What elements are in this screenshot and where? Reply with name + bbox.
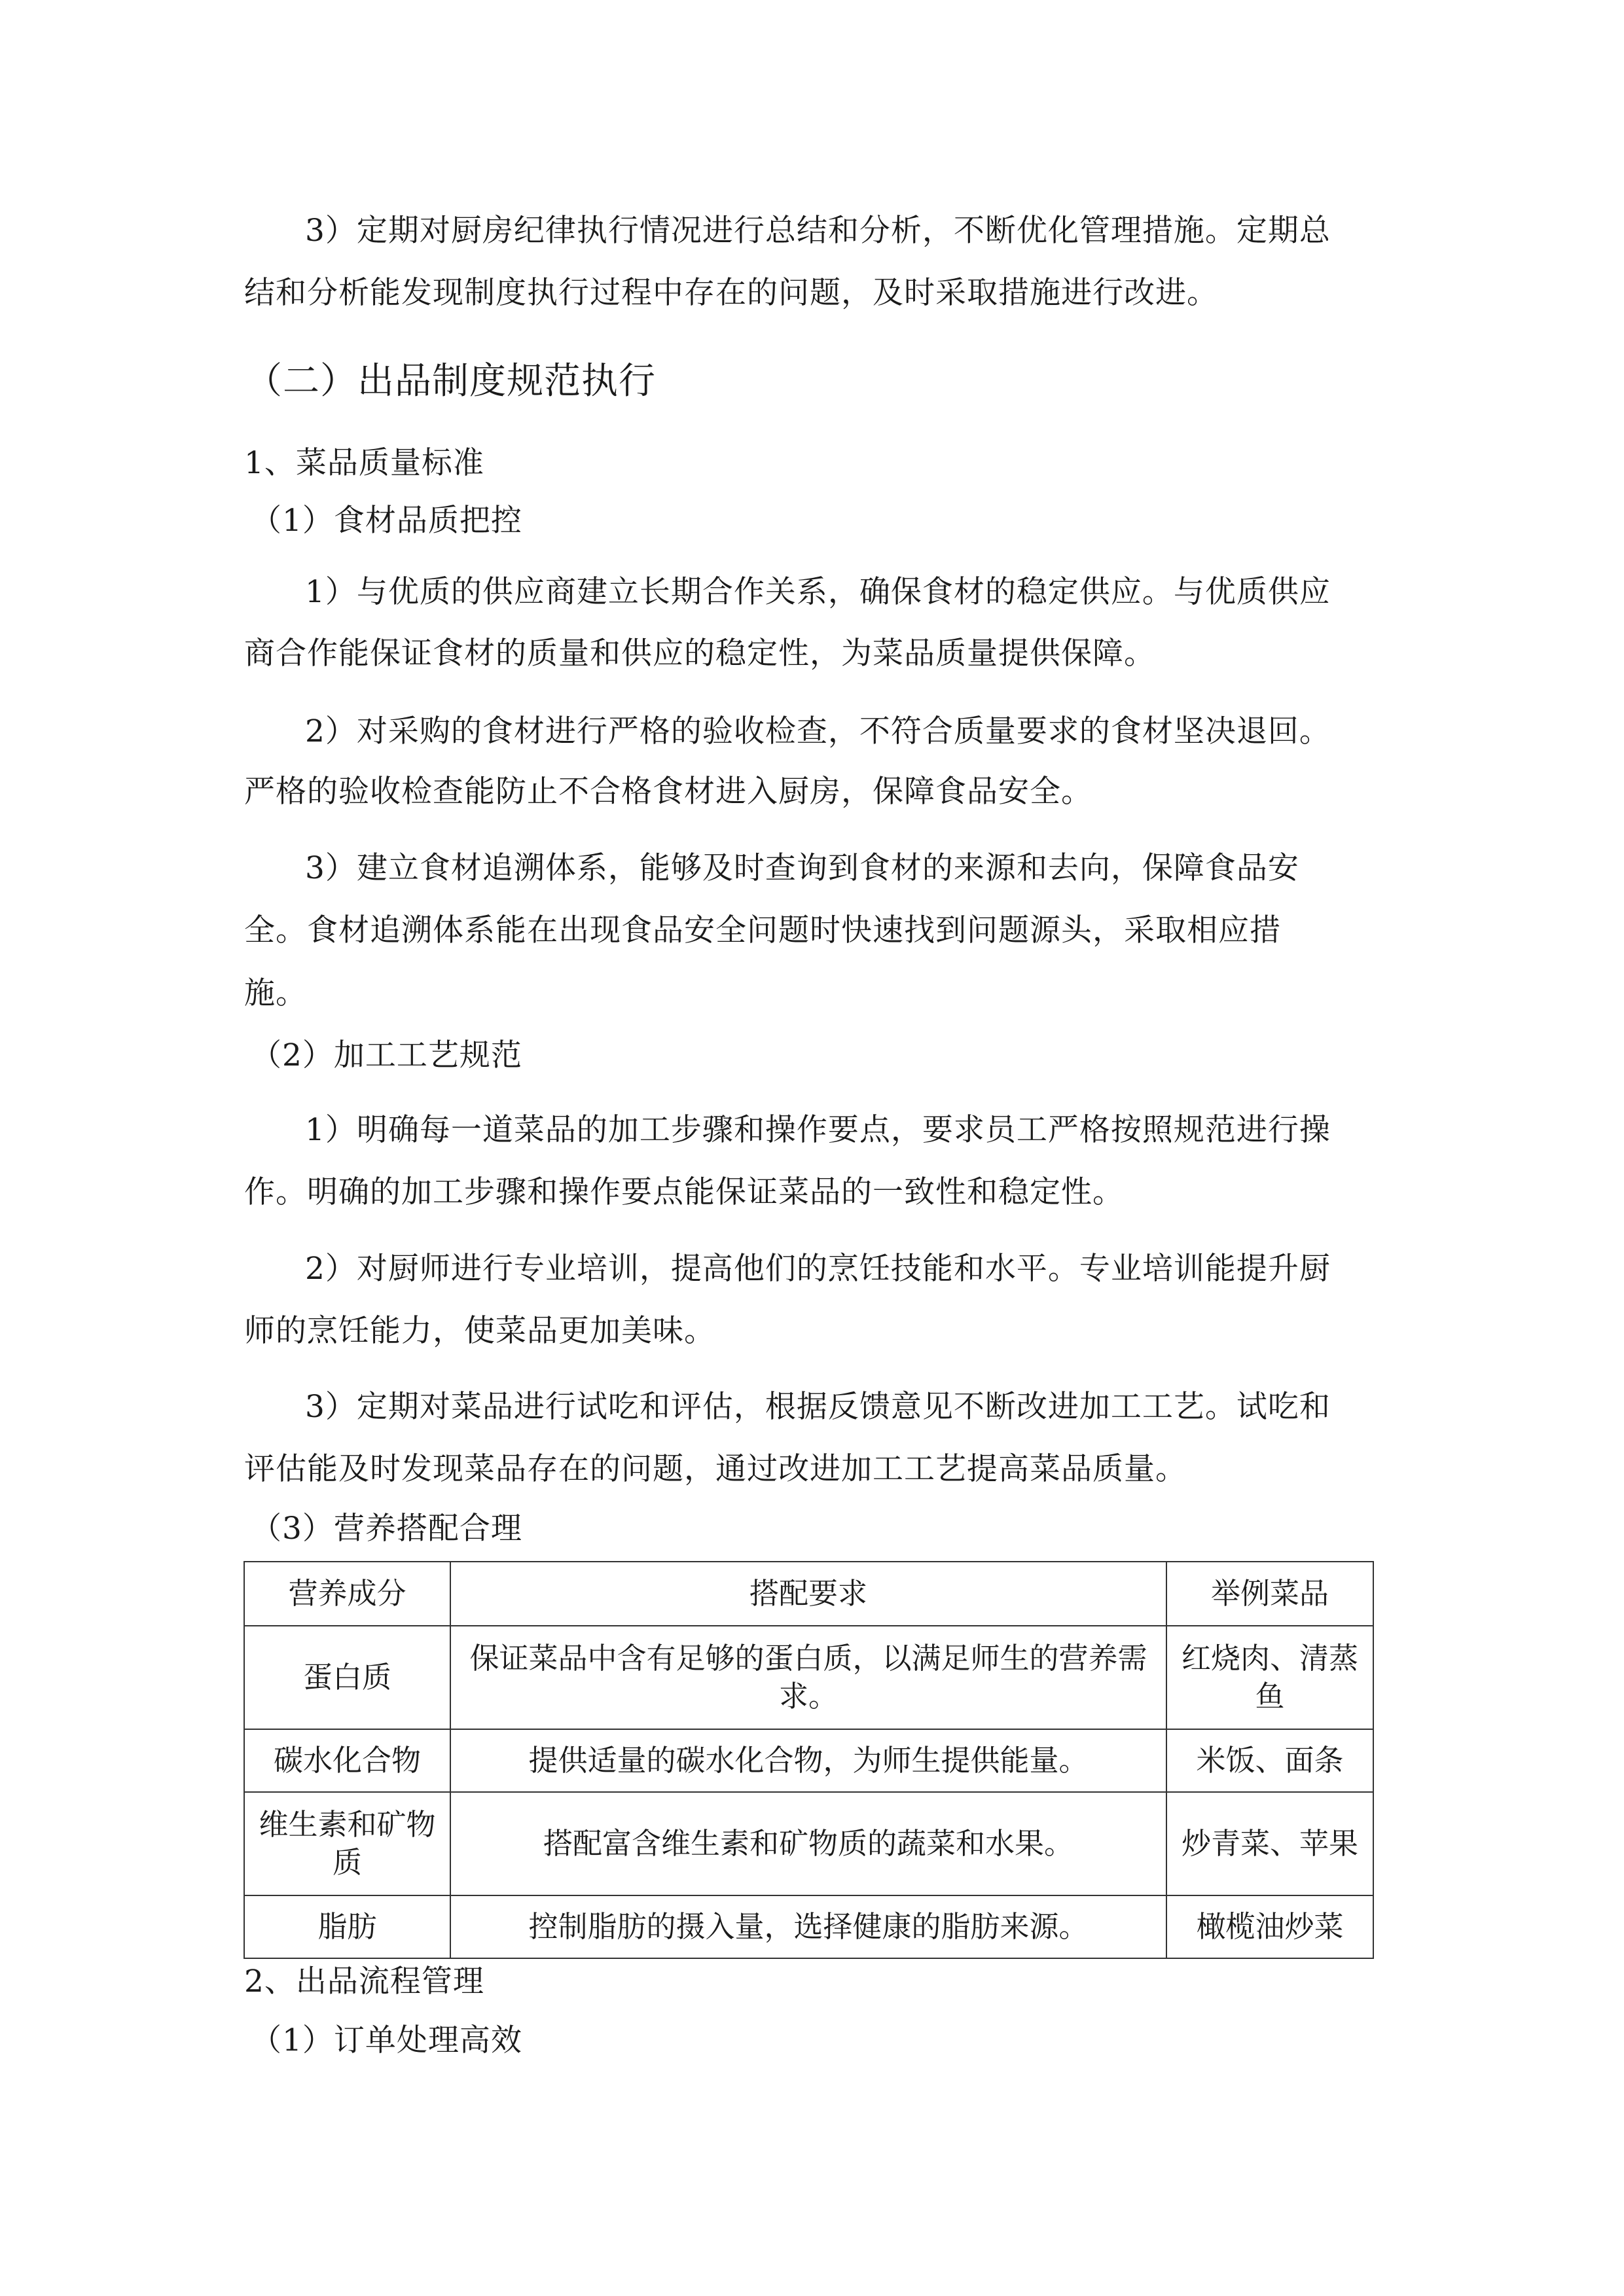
nutrition-table — [244, 1561, 1374, 1959]
paragraph-line: 商合作能保证食材的质量和供应的稳定性，为菜品质量提供保障。 — [244, 636, 1155, 672]
table-cell: 维生素和矿物质 — [244, 1792, 450, 1895]
paragraph-line: 2）对厨师进行专业培训，提高他们的烹饪技能和水平。专业培训能提升厨 — [305, 1251, 1331, 1287]
table-cell: 蛋白质 — [244, 1626, 450, 1729]
table-row — [244, 1792, 1373, 1895]
table-cell: 橄榄油炒菜 — [1166, 1895, 1373, 1958]
table-cell: 碳水化合物 — [244, 1729, 450, 1792]
item-title: 1、菜品质量标准 — [244, 445, 484, 481]
subsection-title: （1）订单处理高效 — [251, 2022, 522, 2058]
table-row — [244, 1895, 1373, 1958]
paragraph-line: 结和分析能发现制度执行过程中存在的问题，及时采取措施进行改进。 — [244, 275, 1218, 311]
paragraph-line: 3）建立食材追溯体系，能够及时查询到食材的来源和去向，保障食品安 — [305, 850, 1299, 886]
subsection-title: （2）加工工艺规范 — [251, 1037, 522, 1073]
table-cell: 搭配富含维生素和矿物质的蔬菜和水果。 — [450, 1792, 1166, 1895]
table-header-row — [244, 1562, 1373, 1626]
paragraph-line: 3）定期对菜品进行试吃和评估，根据反馈意见不断改进加工工艺。试吃和 — [305, 1389, 1331, 1425]
table-cell: 炒青菜、苹果 — [1166, 1792, 1373, 1895]
table-row — [244, 1626, 1373, 1729]
paragraph-line: 作。明确的加工步骤和操作要点能保证菜品的一致性和稳定性。 — [244, 1174, 1124, 1210]
table-cell: 米饭、面条 — [1166, 1729, 1373, 1792]
table-header-cell: 营养成分 — [244, 1562, 450, 1626]
paragraph-line: 全。食材追溯体系能在出现食品安全问题时快速找到问题源头，采取相应措 — [244, 912, 1281, 948]
paragraph-line: 师的烹饪能力，使菜品更加美味。 — [244, 1313, 715, 1349]
paragraph-line: 2）对采购的食材进行严格的验收检查，不符合质量要求的食材坚决退回。 — [305, 713, 1331, 749]
item-title: 2、出品流程管理 — [244, 1964, 484, 2000]
paragraph-line: 1）与优质的供应商建立长期合作关系，确保食材的稳定供应。与优质供应 — [305, 574, 1331, 610]
table-header-cell: 搭配要求 — [450, 1562, 1166, 1626]
subsection-title: （1）食材品质把控 — [251, 503, 522, 539]
paragraph-line: 1）明确每一道菜品的加工步骤和操作要点，要求员工严格按照规范进行操 — [305, 1112, 1331, 1148]
paragraph-line: 严格的验收检查能防止不合格食材进入厨房，保障食品安全。 — [244, 774, 1092, 810]
table-header-cell: 举例菜品 — [1166, 1562, 1373, 1626]
table-cell: 红烧肉、清蒸鱼 — [1166, 1626, 1373, 1729]
table-cell: 脂肪 — [244, 1895, 450, 1958]
paragraph-line: 评估能及时发现菜品存在的问题，通过改进加工工艺提高菜品质量。 — [244, 1451, 1187, 1487]
table-cell: 提供适量的碳水化合物，为师生提供能量。 — [450, 1729, 1166, 1792]
subsection-title: （3）营养搭配合理 — [251, 1511, 522, 1547]
table-cell: 保证菜品中含有足够的蛋白质，以满足师生的营养需求。 — [450, 1626, 1166, 1729]
table-cell: 控制脂肪的摄入量，选择健康的脂肪来源。 — [450, 1895, 1166, 1958]
section-heading: （二）出品制度规范执行 — [245, 360, 656, 403]
paragraph-line: 施。 — [244, 975, 307, 1011]
table-row — [244, 1729, 1373, 1792]
paragraph-line: 3）定期对厨房纪律执行情况进行总结和分析，不断优化管理措施。定期总 — [305, 213, 1331, 249]
